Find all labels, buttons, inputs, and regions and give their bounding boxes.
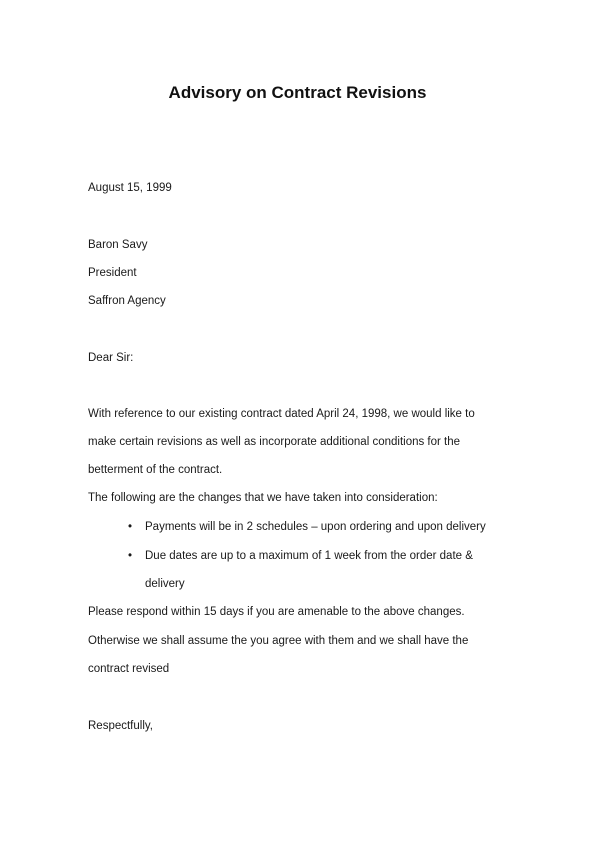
body-paragraph-line: With reference to our existing contract dated April 24, 1998, we would like to: [88, 408, 475, 420]
closing-line: Otherwise we shall assume the you agree with them and we shall have the: [88, 635, 469, 647]
bullet-item: Payments will be in 2 schedules – upon ordering and upon delivery: [145, 521, 486, 533]
recipient-position: President: [88, 267, 137, 279]
body-paragraph-line: make certain revisions as well as incorporate additional conditions for the: [88, 436, 461, 448]
changes-intro: The following are the changes that we have taken into consideration:: [88, 492, 438, 504]
closing-line: Please respond within 15 days if you are amenable to the above changes.: [88, 606, 465, 618]
bullet-icon: •: [128, 550, 133, 562]
salutation: Dear Sir:: [88, 352, 134, 364]
bullet-item-continuation: delivery: [145, 578, 185, 590]
recipient-company: Saffron Agency: [88, 295, 166, 307]
body-paragraph-line: betterment of the contract.: [88, 464, 223, 476]
letter-title: Advisory on Contract Revisions: [168, 83, 427, 102]
recipient-name: Baron Savy: [88, 239, 148, 251]
signoff: Respectfully,: [88, 720, 153, 732]
letter-date: August 15, 1999: [88, 182, 172, 194]
closing-line: contract revised: [88, 663, 170, 675]
bullet-item: Due dates are up to a maximum of 1 week from the order date &: [145, 550, 473, 562]
bullet-icon: •: [128, 521, 133, 533]
